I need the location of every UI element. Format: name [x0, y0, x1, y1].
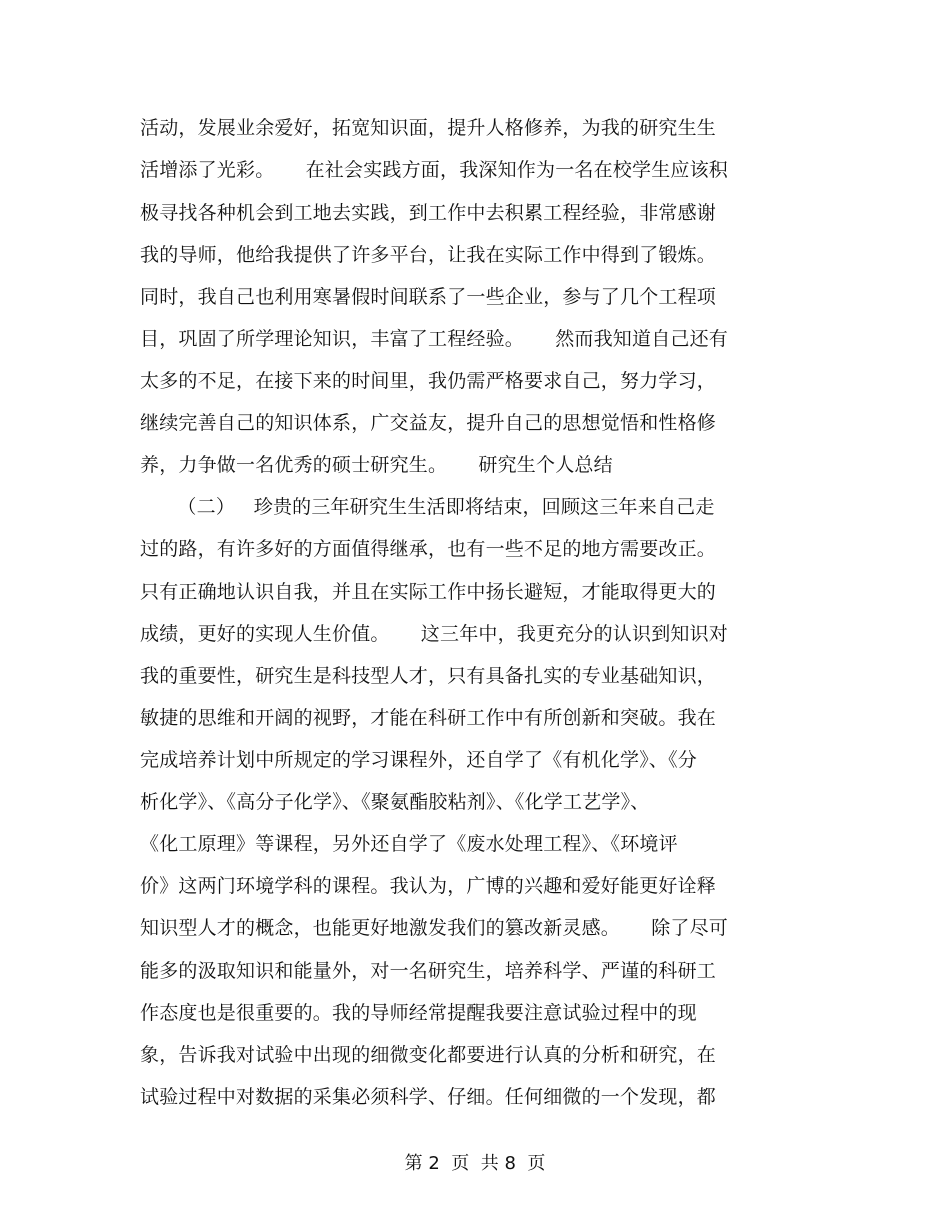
- text-line: 析化学》、《高分子化学》、《聚氨酯胶粘剂》、《化学工艺学》、: [140, 791, 650, 813]
- page-number-footer: 第 2 页 共 8 页: [404, 1153, 546, 1174]
- text-line: 试验过程中对数据的采集必须科学、仔细。任何细微的一个发现，都: [140, 1086, 717, 1108]
- text-line: 目，巩固了所学理论知识，丰富了工程经验。 然而我知道自己还有: [140, 328, 728, 350]
- text-line: 象，告诉我对试验中出现的细微变化都要进行认真的分析和研究，在: [140, 1044, 717, 1066]
- text-line: 太多的不足，在接下来的时间里，我仍需严格要求自己，努力学习，: [140, 370, 717, 392]
- text-line: 活增添了光彩。 在社会实践方面，我深知作为一名在校学生应该积: [140, 159, 728, 181]
- text-line: 只有正确地认识自我，并且在实际工作中扬长避短，才能取得更大的: [140, 581, 717, 603]
- text-line: 价》这两门环境学科的课程。我认为，广博的兴趣和爱好能更好诠释: [140, 875, 717, 897]
- text-line: 极寻找各种机会到工地去实践，到工作中去积累工程经验，非常感谢: [140, 202, 717, 224]
- text-line: 作态度也是很重要的。我的导师经常提醒我要注意试验过程中的现: [140, 1002, 697, 1024]
- text-line: 养，力争做一名优秀的硕士研究生。 研究生个人总结: [140, 454, 613, 476]
- text-line: 我的导师，他给我提供了许多平台，让我在实际工作中得到了锻炼。: [140, 244, 717, 266]
- text-line: 过的路，有许多好的方面值得继承，也有一些不足的地方需要改正。: [140, 538, 717, 560]
- text-line: 知识型人才的概念，也能更好地激发我们的篡改新灵感。 除了尽可: [140, 917, 728, 939]
- text-line: 能多的汲取知识和能量外，对一名研究生，培养科学、严谨的科研工: [140, 960, 717, 982]
- text-line: 我的重要性，研究生是科技型人才，只有具备扎实的专业基础知识，: [140, 665, 717, 687]
- text-line: 继续完善自己的知识体系，广交益友，提升自己的思想觉悟和性格修: [140, 412, 717, 434]
- text-line: 成绩，更好的实现人生价值。 这三年中，我更充分的认识到知识对: [140, 623, 728, 645]
- text-line: 《化工原理》等课程，另外还自学了《废水处理工程》、《环境评: [140, 833, 678, 855]
- text-line: 同时，我自己也利用寒暑假时间联系了一些企业，参与了几个工程项: [140, 286, 717, 308]
- text-line: 敏捷的思维和开阔的视野，才能在科研工作中有所创新和突破。我在: [140, 707, 717, 729]
- text-line: 活动，发展业余爱好，拓宽知识面，提升人格修养，为我的研究生生: [140, 117, 717, 139]
- text-line: 完成培养计划中所规定的学习课程外，还自学了《有机化学》、《分: [140, 749, 698, 771]
- text-line: （二） 珍贵的三年研究生生活即将结束，回顾这三年来自己走: [140, 496, 715, 518]
